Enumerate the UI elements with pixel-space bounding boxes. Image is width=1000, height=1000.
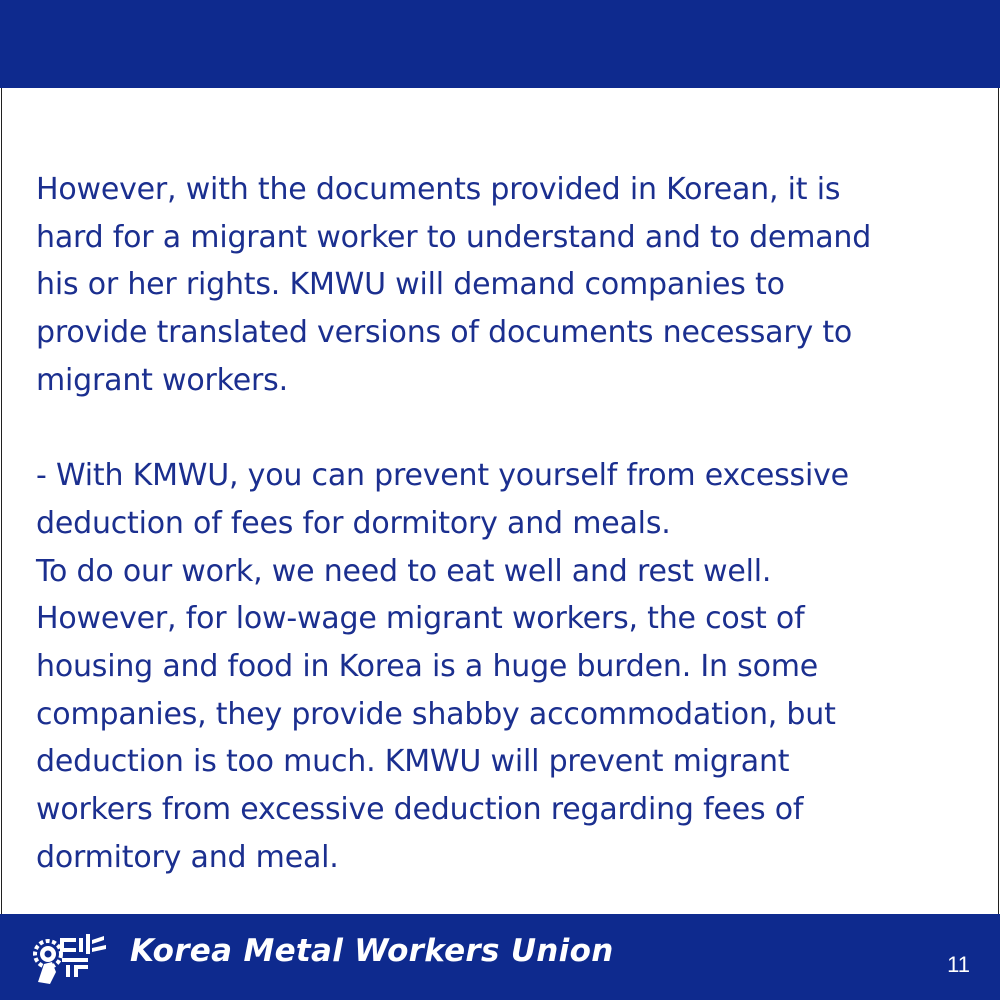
page-number: 11 xyxy=(947,952,970,977)
paragraph-gap xyxy=(36,405,976,453)
body-text xyxy=(36,166,976,882)
kmwu-logo-icon xyxy=(32,924,114,986)
organization-name: Korea Metal Workers Union xyxy=(130,933,614,969)
paragraph-deduction: - With KMWU, you can prevent yourself from excessive deduction of fees for dormitory and meals. To do our work, we need to eat well and rest well. However, for low-wage migrant workers, the cost of housing and food in Korea is a huge burden. In some companies, they provide shabby accommodation, but deduction is too much. KMWU will prevent migrant workers from excessive deduction regarding fees of dormitory and meal. xyxy=(36,458,849,875)
paragraph-documents: However, with the documents provided in Korean, it is hard for a migrant worker to understand and to demand his or her rights. KMWU will demand companies to provide translated versions of documents necessary to migrant workers. xyxy=(36,172,872,398)
header-band xyxy=(0,0,1000,88)
